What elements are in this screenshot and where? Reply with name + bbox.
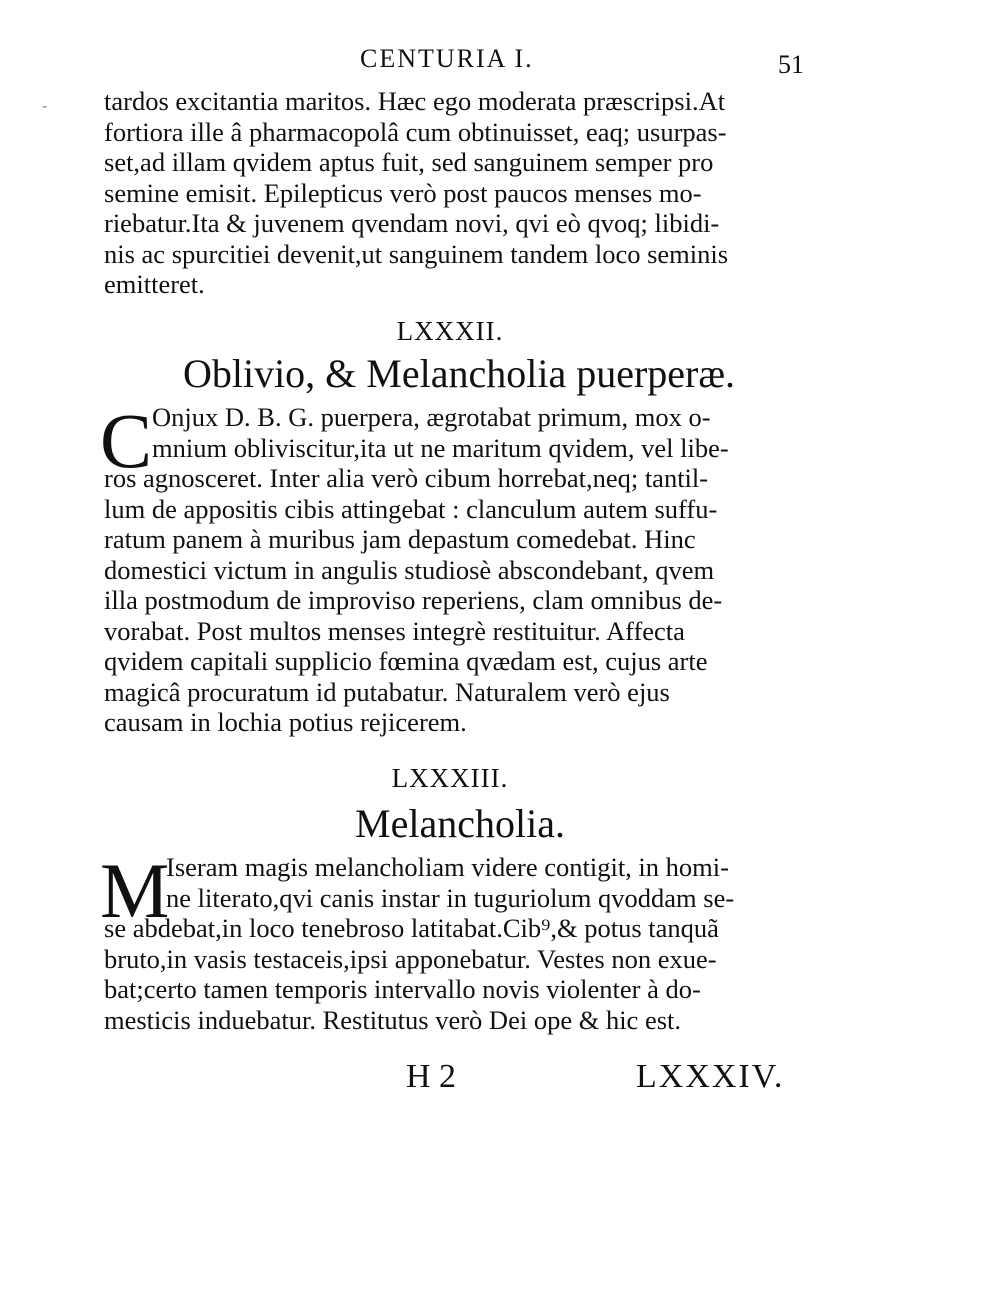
signature-mark: H 2 [406, 1058, 457, 1095]
text-line: illa postmodum de improviso reperiens, clam omnibus de- [104, 585, 723, 615]
text-line: Iseram magis melancholiam videre contigit, in homi- [166, 852, 729, 882]
text-line: emitteret. [104, 269, 205, 299]
indented-lines [166, 852, 814, 913]
observation-title: Oblivio, & Melancholia puerperæ. [182, 351, 736, 396]
text-line: se abdebat,in loco tenebroso latitabat.Cib⁹,& potus tanquã [104, 913, 719, 943]
observation-paragraph [104, 913, 814, 1035]
text-line: fortiora ille â pharmacopolâ cum obtinuisset, eaq; usurpas- [104, 116, 727, 147]
text-line: mesticis induebatur. Restitutus verò Dei ope & hic est. [104, 1004, 682, 1035]
observation-title: Melancholia. [355, 801, 565, 846]
margin-mark: - [42, 96, 48, 115]
continuation-paragraph [104, 86, 814, 300]
text-line: tardos excitantia maritos. Hæc ego moderata præscripsi.At [104, 86, 726, 116]
text-line: lum de appositis cibis attingebat : clanculum autem suffu- [104, 493, 718, 524]
observation-number: LXXXII. [396, 316, 504, 346]
text-line: nis ac spurcitiei devenit,ut sanguinem tandem loco seminis [104, 238, 729, 269]
text-line: qvidem capitali supplicio fœmina qvædam est, cujus arte [104, 646, 708, 676]
text-line: ne literato,qvi canis instar in tuguriolum qvoddam se- [166, 882, 735, 913]
text-line: riebatur.Ita & juvenem qvendam novi, qvi eò qvoq; libidi- [104, 208, 720, 238]
observation-paragraph [104, 463, 814, 738]
text-line: Onjux D. B. G. puerpera, ægrotabat primum, mox o- [152, 402, 711, 432]
text-line: bruto,in vasis testaceis,ipsi apponebatur. Vestes non exue- [104, 943, 717, 974]
text-line: vorabat. Post multos menses integrè restituitur. Affecta [104, 615, 685, 646]
catchword: LXXXIV. [636, 1058, 785, 1095]
indented-lines [152, 402, 814, 463]
running-title: CENTURIA I. [360, 44, 534, 73]
drop-cap-initial: C [100, 397, 153, 484]
text-line: ratum panem à muribus jam depastum comedebat. Hinc [104, 524, 696, 554]
text-line: domestici victum in angulis studiosè abscondebant, qvem [104, 554, 715, 585]
page-number: 51 [778, 50, 804, 79]
text-line: mnium obliviscitur,ita ut ne maritum qvidem, vel libe- [152, 432, 729, 463]
drop-cap-initial: M [100, 847, 170, 934]
text-line: set,ad illam qvidem aptus fuit, sed sanguinem semper pro [104, 147, 714, 177]
text-line: bat;certo tamen temporis intervallo novis violenter à do- [104, 974, 701, 1004]
text-line: causam in lochia potius rejicerem. [104, 707, 467, 737]
observation-number: LXXXIII. [391, 763, 509, 793]
text-line: magicâ procuratum id putabatur. Naturalem verò ejus [104, 676, 670, 707]
text-line: ros agnosceret. Inter alia verò cibum horrebat,neq; tantil- [104, 463, 709, 493]
text-line: semine emisit. Epilepticus verò post paucos menses mo- [104, 177, 702, 208]
